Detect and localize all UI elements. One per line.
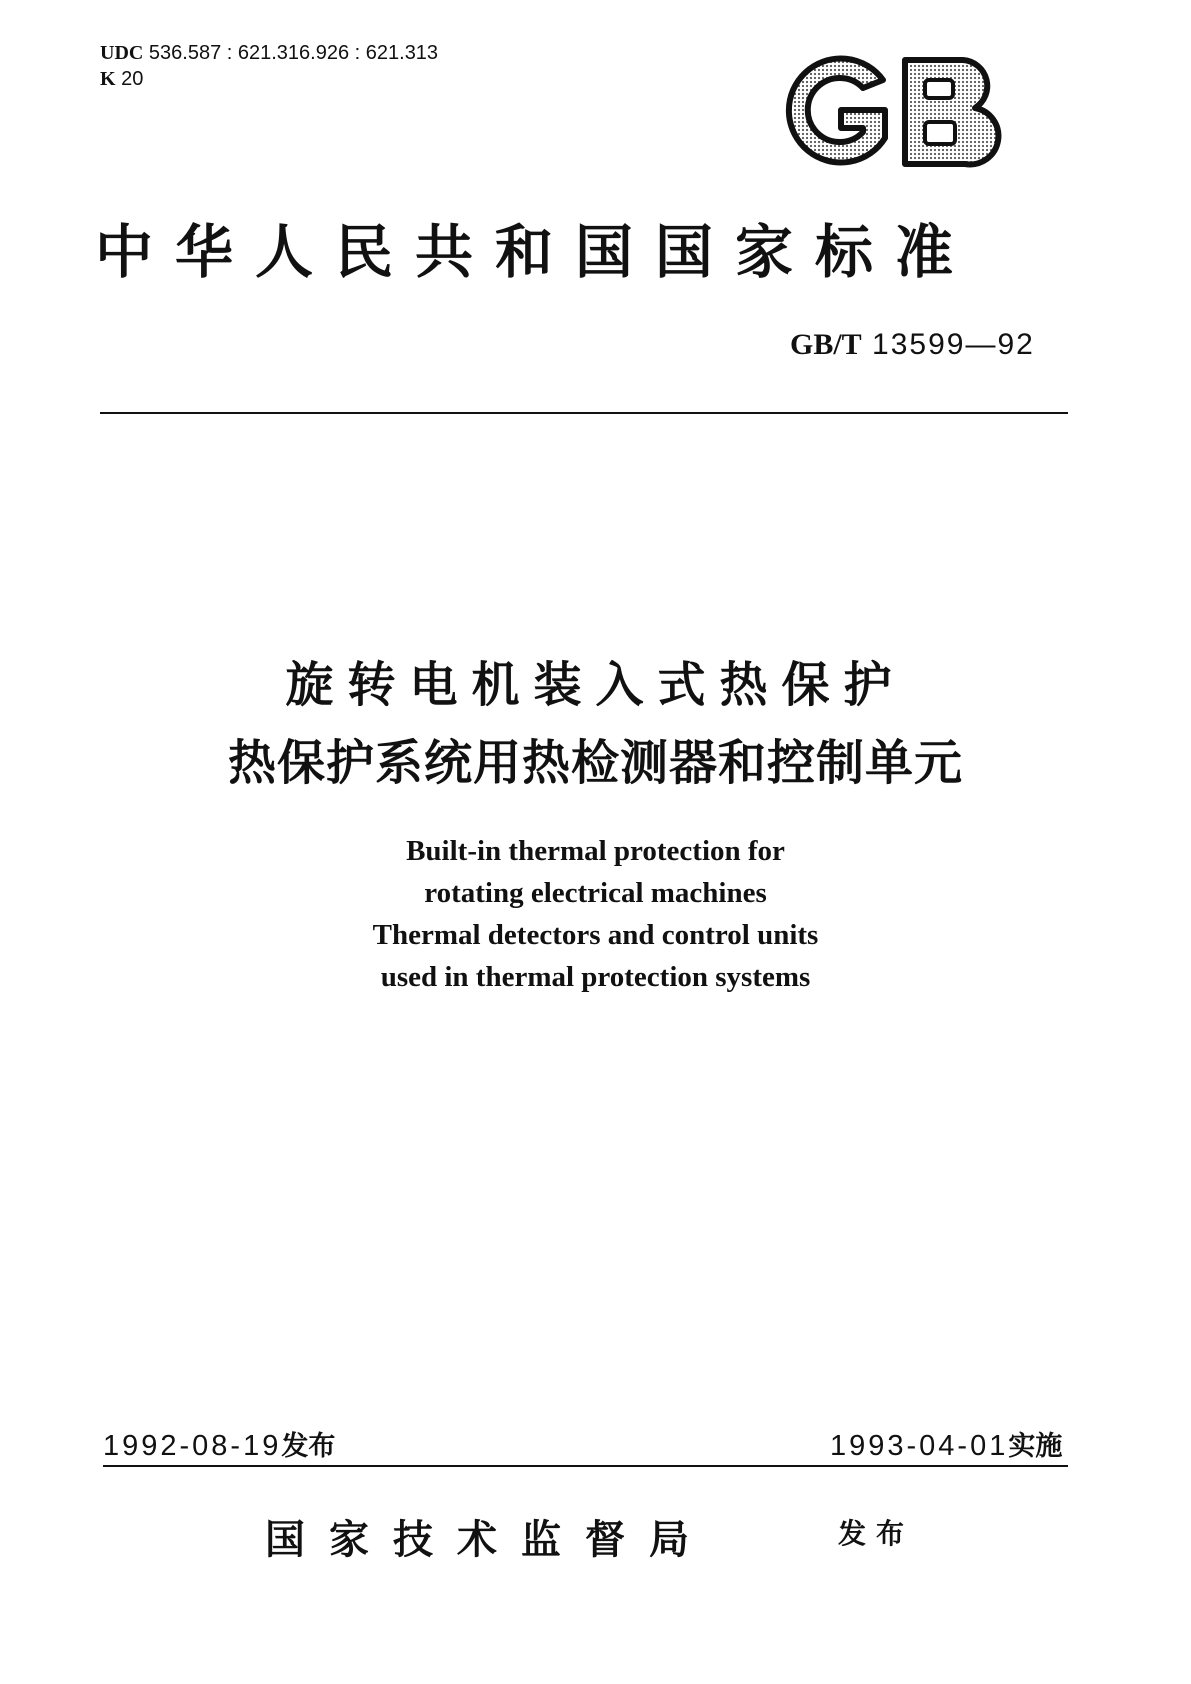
issue-date-suffix: 发布 xyxy=(281,1431,336,1462)
udc-line xyxy=(100,40,438,66)
udc-value: 536.587 : 621.316.926 : 621.313 xyxy=(148,42,439,64)
udc-block xyxy=(100,40,438,92)
issue-date xyxy=(103,1424,335,1463)
classification-label: K xyxy=(100,68,116,90)
implementation-date xyxy=(830,1424,1062,1463)
chinese-title-line-2: 热保护系统用热检测器和控制单元 xyxy=(227,735,963,791)
classification-line xyxy=(100,66,438,92)
implementation-date-suffix: 实施 xyxy=(1008,1431,1063,1462)
issuing-authority-suffix: 发布 xyxy=(838,1517,915,1550)
standard-code: 13599—92 xyxy=(872,328,1035,361)
issue-date-value: 1992-08-19 xyxy=(103,1430,282,1462)
issuing-authority: 国家技术监督局 xyxy=(265,1516,713,1563)
standard-prefix: GB/T xyxy=(790,328,862,361)
english-title-line-4: used in thermal protection systems xyxy=(380,961,811,993)
bottom-divider xyxy=(103,1465,1068,1467)
classification-value: 20 xyxy=(121,68,144,90)
standard-number xyxy=(790,328,1035,362)
national-standard-title: 中华人民共和国国家标准 xyxy=(95,218,976,286)
udc-label: UDC xyxy=(100,42,144,64)
english-title-line-1: Built-in thermal protection for xyxy=(406,835,785,867)
implementation-date-value: 1993-04-01 xyxy=(830,1430,1009,1462)
english-title-line-2: rotating electrical machines xyxy=(424,877,767,909)
top-divider xyxy=(100,412,1068,414)
chinese-title-line-1: 旋转电机装入式热保护 xyxy=(285,657,906,713)
english-title-line-3: Thermal detectors and control units xyxy=(372,919,819,951)
gb-logo-icon xyxy=(785,52,1005,172)
